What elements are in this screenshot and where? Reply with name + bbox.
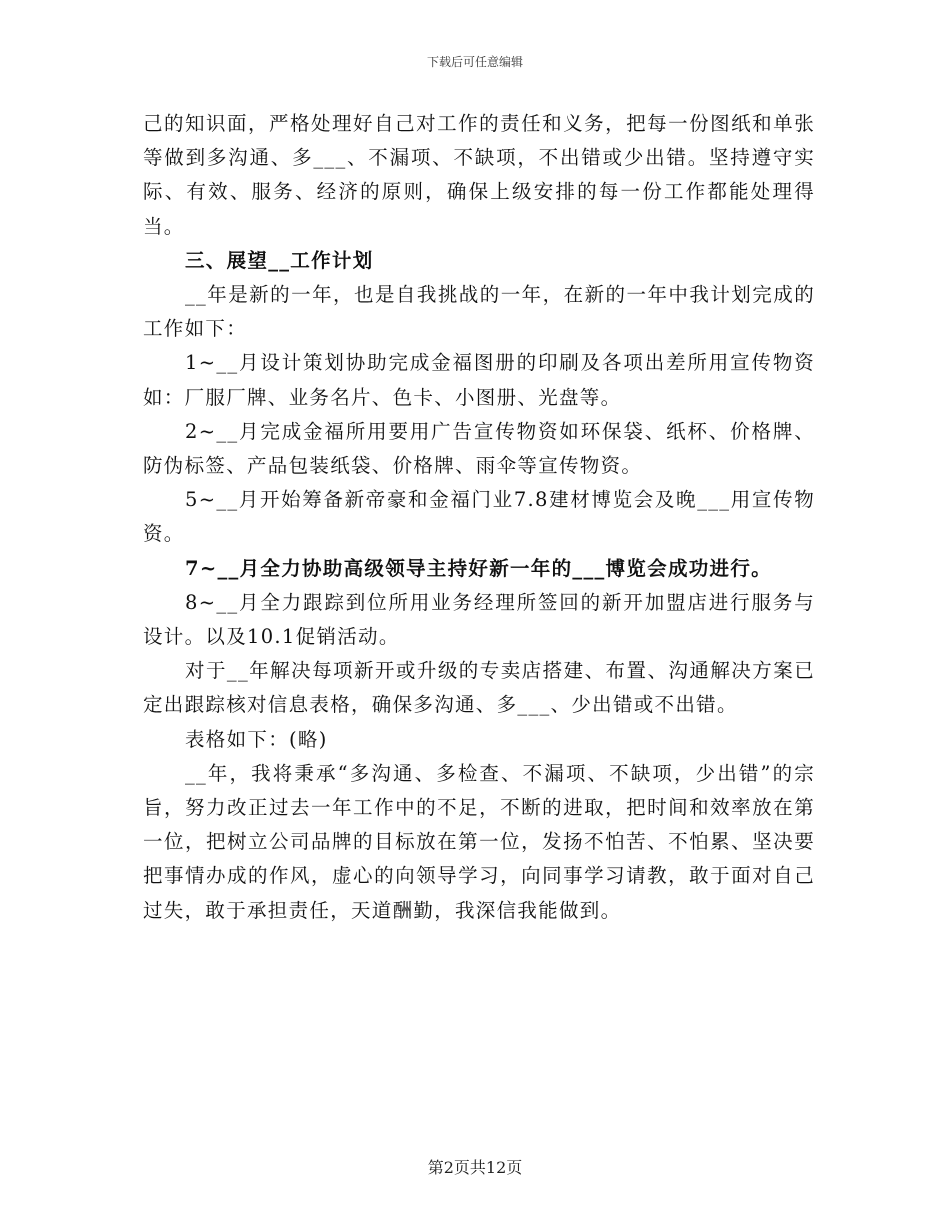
document-body [143, 107, 815, 928]
plan-item-1: 1~__月设计策划协助完成金福图册的印刷及各项出差所用宣传物资如：厂服厂牌、业务名片、色卡、小图册、光盘等。 [143, 351, 815, 409]
section-heading: 三、展望__工作计划 [185, 248, 374, 272]
plan-item-2: 2~__月完成金福所用要用广告宣传物资如环保袋、纸杯、价格牌、防伪标签、产品包装纸袋、价格牌、雨伞等宣传物资。 [143, 419, 815, 478]
paragraph-closing: __年，我将秉承“多沟通、多检查、不漏项、不缺项，少出错”的宗旨，努力改正过去一年工作中的不足，不断的进取，把时间和效率放在第一位，把树立公司品牌的目标放在第一位，发扬不怕苦、不怕累、坚决要把事情办成的作风，虚心的向领导学习，向同事学习请教，敢于面对自己过失，敢于承担责任，天道酬勤，我深信我能做到。 [143, 761, 815, 922]
paragraph-intro: __年是新的一年，也是自我挑战的一年，在新的一年中我计划完成的工作如下： [143, 283, 815, 341]
plan-item-7: 7~__月全力协助高级领导主持好新一年的___博览会成功进行。 [185, 556, 772, 580]
paragraph-table-note: 表格如下：(略) [185, 727, 328, 751]
paragraph-store-plan: 对于__年解决每项新开或升级的专卖店搭建、布置、沟通解决方案已定出跟踪核对信息表格，确保多沟通、多___、少出错或不出错。 [143, 659, 815, 717]
plan-item-5: 5~__月开始筹备新帝豪和金福门业7.8建材博览会及晚___用宣传物资。 [143, 488, 815, 546]
plan-item-8: 8~__月全力跟踪到位所用业务经理所签回的新开加盟店进行服务与设计。以及10.1促销活动。 [143, 590, 815, 649]
paragraph-continuation: 己的知识面，严格处理好自己对工作的责任和义务，把每一份图纸和单张等做到多沟通、多___、不漏项、不缺项，不出错或少出错。坚持遵守实际、有效、服务、经济的原则，确保上级安排的每一份工作都能处理得当。 [143, 112, 815, 238]
header-note: 下载后可任意编辑 [426, 55, 523, 69]
page-number: 第2页共12页 [427, 1158, 523, 1177]
